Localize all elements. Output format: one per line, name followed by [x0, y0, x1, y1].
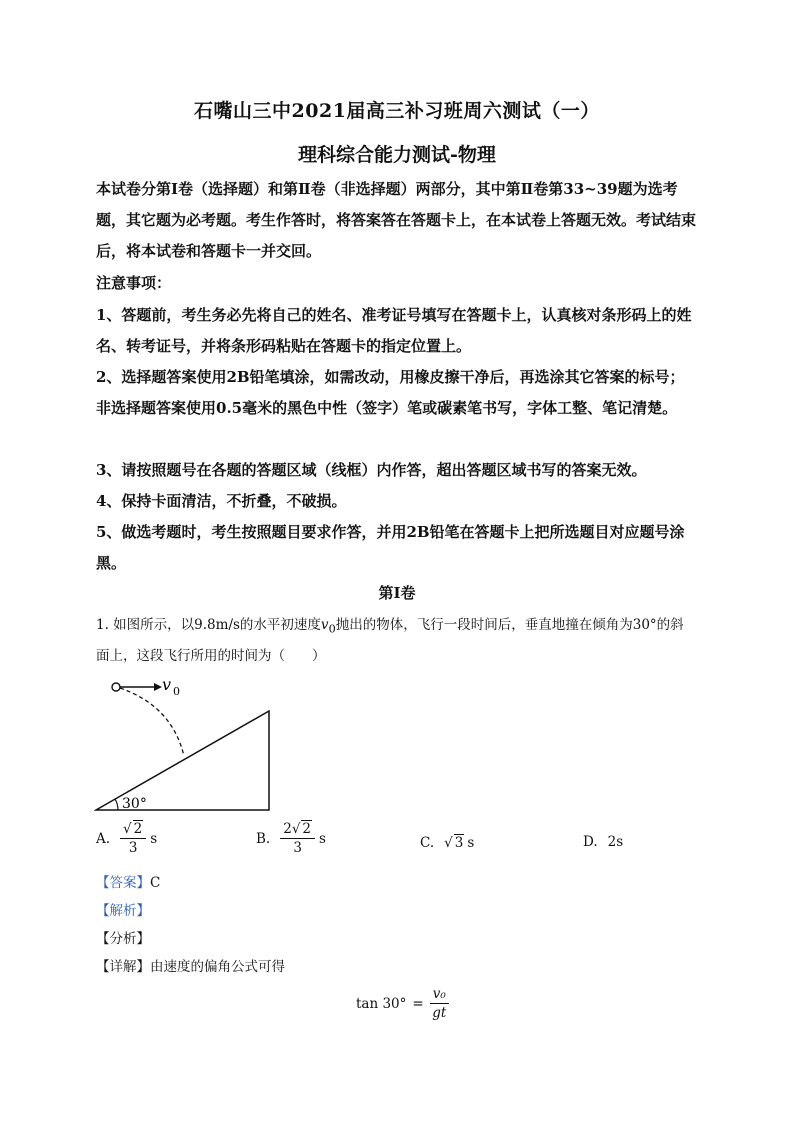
- trajectory-path: [120, 688, 184, 756]
- answer-line: [96, 873, 160, 893]
- option-c[interactable]: C. √ 3 s: [420, 834, 475, 851]
- option-a-unit: s: [150, 830, 158, 847]
- formula-numerator: v₀: [430, 986, 449, 1004]
- angle-arc: [115, 799, 118, 810]
- analysis-line: [96, 901, 150, 921]
- option-b-denominator: 3: [293, 840, 302, 856]
- note-item: 3、请按照题号在各题的答题区域（线框）内作答，超出答题区域书写的答案无效。: [96, 461, 647, 479]
- option-a-denominator: 3: [128, 840, 138, 856]
- section-heading: 第Ⅰ卷: [378, 584, 416, 602]
- tan-formula: [356, 986, 453, 1022]
- note-item: 4、保持卡面清洁，不折叠，不破损。: [96, 492, 347, 510]
- ball-icon: [112, 683, 120, 691]
- formula-fraction: [430, 986, 449, 1022]
- option-a-label: A.: [96, 830, 111, 847]
- option-b-radicand: 2: [302, 821, 312, 837]
- option-b-label: B.: [256, 830, 271, 847]
- velocity-label: v: [162, 675, 172, 694]
- option-c-radicand: 3: [454, 835, 464, 851]
- option-d[interactable]: [583, 834, 623, 850]
- velocity-var: v: [320, 617, 329, 633]
- option-a-fraction: $\frac{√ 2}{3}$: [120, 820, 146, 857]
- option-d-value: 2s: [607, 834, 624, 850]
- formula-eq: =: [412, 996, 424, 1012]
- question-part2: 抛出的物体，飞行一段时间后，垂直地撞在倾角为30°的斜面上，这段飞行所用的时间为（ ）: [96, 617, 684, 664]
- question-part1: 1. 如图所示，以9.8m/s的水平初速度: [96, 617, 321, 633]
- velocity-sub: 0: [328, 622, 336, 636]
- option-a-radicand: 2: [133, 821, 143, 837]
- option-b[interactable]: [256, 820, 326, 857]
- arrow-head-icon: [154, 683, 162, 691]
- notes-heading: 注意事项：: [96, 274, 172, 292]
- note-item: 1、答题前，考生务必先将自己的姓名、准考证号填写在答题卡上，认真核对条形码上的姓名、转考证号，并将条形码粘贴在答题卡的指定位置上。: [96, 306, 692, 355]
- detail-line: [96, 957, 285, 977]
- page-subtitle: 理科综合能力测试-物理: [298, 144, 496, 166]
- fenxi-line: [96, 929, 150, 949]
- note-item: 5、做选考题时，考生按照题目要求作答，并用2B铅笔在答题卡上把所选题目对应题号涂黑。: [96, 523, 685, 572]
- intro-paragraph: 本试卷分第Ⅰ卷（选择题）和第Ⅱ卷（非选择题）两部分，其中第Ⅱ卷第33~39题为选考题，其它题为必考题。考生作答时，将答案答在答题卡上，在本试卷上答题无效。考试结束后，将本试卷和答题卡一并交回。: [96, 180, 697, 260]
- option-b-fraction: $\frac{2√ 2}{3}$: [280, 820, 315, 857]
- question-text: [96, 612, 696, 670]
- note-item: 2、选择题答案使用2B铅笔填涂，如需改动，用橡皮擦干净后，再选涂其它答案的标号；非选择题答案使用0.5毫米的黑色中性（签字）笔或碳素笔书写，字体工整、笔记清楚。: [96, 368, 685, 417]
- page-title: 石嘴山三中2021届高三补习班周六测试（一）: [194, 100, 600, 122]
- fenxi-tag: 【分析】: [96, 931, 150, 947]
- option-c-label: C.: [420, 834, 435, 851]
- option-d-label: D.: [583, 834, 598, 850]
- option-b-coef: 2: [283, 821, 292, 837]
- angle-label: 30°: [122, 796, 147, 812]
- option-b-unit: s: [319, 830, 326, 847]
- analysis-tag: 【解析】: [96, 903, 150, 919]
- answer-value: C: [150, 875, 161, 891]
- detail-tag: 【详解】: [96, 959, 150, 975]
- velocity-label-sub: 0: [173, 685, 180, 698]
- answer-tag: 【答案】: [96, 875, 150, 891]
- formula-denominator: gt: [432, 1005, 447, 1021]
- option-c-unit: s: [467, 834, 475, 851]
- detail-text: 由速度的偏角公式可得: [150, 959, 285, 975]
- formula-lhs: tan 30°: [356, 996, 407, 1012]
- incline-figure: [94, 668, 284, 818]
- option-a[interactable]: [96, 820, 157, 857]
